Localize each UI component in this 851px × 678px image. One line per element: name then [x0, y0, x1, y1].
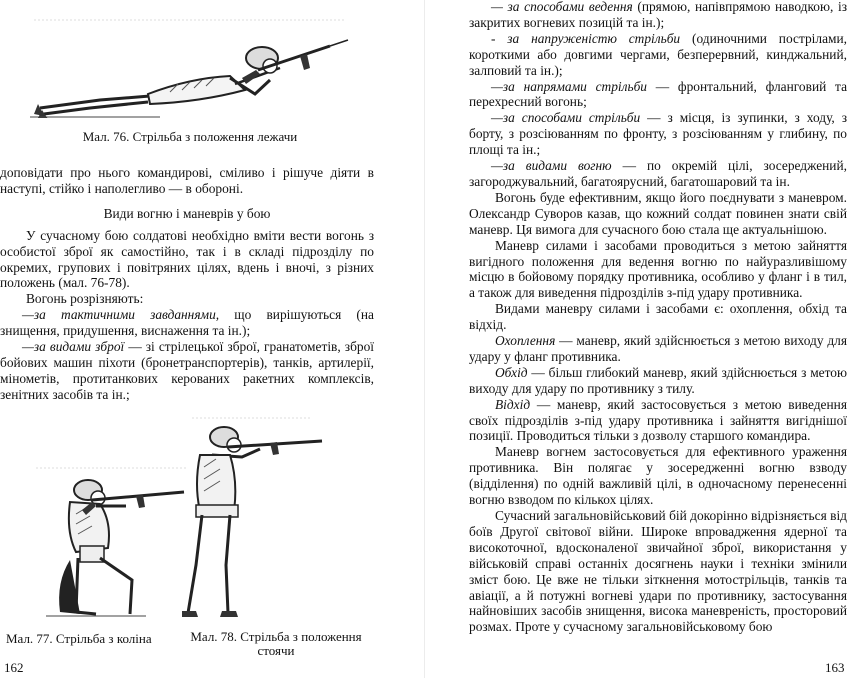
list-term: —за видами вогню: [491, 158, 612, 174]
term-bypass: Обхід: [495, 364, 528, 380]
paragraph-modern-battle-fire: У сучасному бою солдатові необхідно вміти вести вогонь з особистої зброї як самостійно, так і в складі підрозділу по окремих, групових і повітряних цілях, вдень і вночі, з різних положень (мал. 76-78).: [0, 227, 374, 291]
figure-standing-shooter: [182, 415, 332, 625]
paragraph-maneuver: Маневр силами і засобами проводиться з метою зайняття вигідного положення для ведення вогню по найуразливішому місцю в бойовому порядку противника, особливо у фланг і в тил, а також для виведення підрозділів з-під удару противника.: [469, 237, 847, 301]
term-withdrawal: Відхід: [495, 396, 531, 412]
list-term: —за напрямами стрільби: [491, 78, 648, 94]
left-text-top: [0, 165, 374, 403]
intro-paragraph: доповідати про нього командирові, сміливо і рішуче діяти в наступі, стійко і наполегливо — в обороні.: [0, 165, 374, 196]
figure-prone-shooter: [30, 18, 350, 118]
list-term: — за способами ведення: [491, 0, 633, 14]
definition-bypass: — більш глибокий маневр, який здійснюється з метою виходу для удару по противнику з тилу.: [469, 364, 847, 396]
figure-77-caption: Мал. 77. Стрільба з коліна: [6, 631, 152, 646]
list-item-delivery: [469, 0, 847, 31]
list-item-directions: [469, 79, 847, 111]
page-number-right: 163: [825, 660, 845, 675]
list-text: що вирішуються (на знищення, придушення, виснаження та ін.);: [0, 307, 374, 339]
list-text: (одиночними пострілами, короткими або довгими чергами, безперервний, кинджальний, залповий та ін.);: [469, 30, 847, 78]
paragraph-fire-types-intro: Вогонь розрізняють:: [26, 291, 144, 307]
list-item-intensity: [469, 31, 847, 79]
list-item-tactical: [0, 307, 374, 339]
standing-shooter-illustration: [182, 415, 332, 625]
definition-withdrawal: — маневр, який застосовується з метою виведення своїх підрозділів з-під удару противника і зайняття вигіднішої позиції. Проводиться тільки з дозволу старшого командира.: [469, 396, 847, 444]
kneeling-shooter-illustration: [36, 462, 186, 620]
list-term: —за тактичними завданнями,: [22, 307, 220, 323]
list-text: — зі стрілецької зброї, гранатометів, зброї бойових машин піхоти (бронетранспортерів), танків, артилерії, мінометів, протитанкових керованих ракетних комплексів, зенітних засобів та ін.;: [0, 339, 374, 402]
list-item-weapon-types: [0, 339, 374, 403]
figure-76-caption: Мал. 76. Стрільба з положення лежачи: [82, 129, 298, 144]
figure-78-caption: Мал. 78. Стрільба з положення стоячи: [190, 629, 362, 658]
left-page: [0, 0, 425, 678]
paragraph-bypass: [469, 365, 847, 397]
list-term: —за видами зброї: [22, 339, 125, 355]
right-page: [425, 0, 851, 678]
paragraph-maneuver-types: Видами маневру силами і засобами є: охоплення, обхід та відхід.: [469, 301, 847, 333]
paragraph-modern-combat: Сучасний загальновійськовий бій докорінно відрізняється від боїв Другої світової війни. Широке впровадження ядерної та високоточної, вдосконаленої звичайної зброї, використання у військовій справі останніх досягнень науки і техніки змінили зміст бою. Це вже не тільки зіткнення мотострільців, танків та авіації, а й потужні вогневі удари по противнику, застосування найновіших засобів знищення, висока маневреність, просторовий розмах. Проте у сучасному загальновійськовому бою: [469, 508, 847, 635]
list-item-fire-kinds: [469, 158, 847, 190]
paragraph-fire-maneuver: Маневр вогнем застосовується для ефективного ураження противника. Він полягає у зосередженні вогню взводу (відділення) по одній важливій цілі, в одночасному перенесенні вогню взводом по кількох цілях.: [469, 444, 847, 508]
right-text: [469, 0, 847, 635]
definition-envelopment: — маневр, який здійснюється з метою виходу для удару у фланг противника.: [469, 333, 847, 364]
prone-shooter-illustration: [30, 18, 350, 118]
section-heading: Види вогню і маневрів у бою: [103, 205, 271, 221]
page-number-left: 162: [4, 660, 24, 675]
paragraph-withdrawal: [469, 397, 847, 445]
list-term: - за напруженістю стрільби: [491, 30, 681, 46]
list-text: — по окремій цілі, зосереджений, загороджувальний, багатоярусний, багатошаровий та ін.: [469, 158, 847, 189]
list-item-methods: [469, 110, 847, 158]
list-text: — фронтальний, фланговий та перехресний вогонь;: [469, 78, 848, 110]
term-envelopment: Охоплення: [495, 333, 556, 349]
figure-kneeling-shooter: [36, 462, 186, 620]
paragraph-effective-fire: Вогонь буде ефективним, якщо його поєднувати з маневром. Олександр Суворов казав, що кожний солдат повинен знати свій маневр. Ця вимога для сучасного бою стала ще актуальнішою.: [469, 189, 847, 237]
list-text: — з місця, із зупинки, з ходу, з борту, з розсіюванням по фронту, з розсіюванням у глибину, по площі та ін.;: [469, 110, 847, 158]
list-text: (прямою, напівпрямою наводкою, із закритих вогневих позицій та ін.);: [469, 0, 847, 30]
list-term: —за способами стрільби: [491, 110, 641, 126]
paragraph-envelopment: [469, 333, 847, 365]
